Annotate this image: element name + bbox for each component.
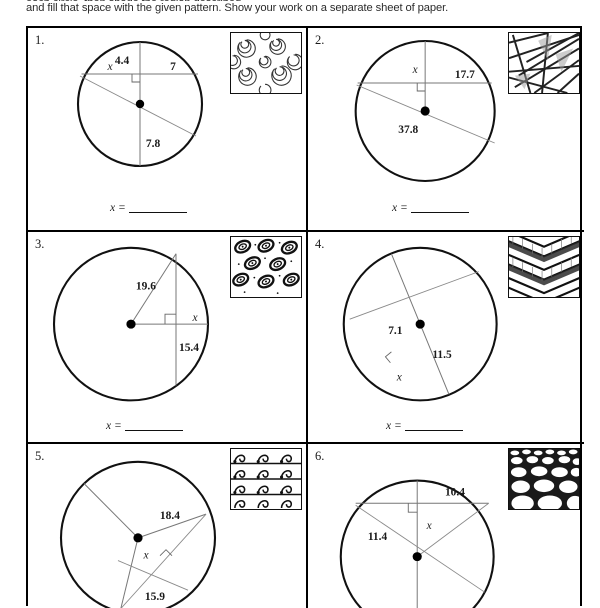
answer-blank-1[interactable]: [110, 202, 187, 214]
chevron-pattern-icon: [509, 237, 579, 297]
problem-cell-3: [28, 230, 306, 442]
problem-number-6: 6.: [315, 449, 325, 463]
pattern-swatch-1: [230, 32, 302, 94]
answer-blank-4[interactable]: [386, 420, 463, 432]
problem-number-3: 3.: [35, 237, 45, 251]
label-6-left: 11.4: [367, 530, 388, 543]
pattern-swatch-4: [508, 236, 580, 298]
pattern-swatch-5: [230, 448, 302, 510]
spiral-swirl-pattern-icon: [231, 33, 301, 93]
label-4-lower-right: 11.5: [432, 348, 452, 361]
instructions-text: [26, 0, 578, 15]
label-4-lower-left: x: [396, 371, 402, 384]
answer-prefix-2: x =: [392, 202, 408, 214]
pattern-swatch-2: [508, 32, 580, 94]
label-3-radius: 19.6: [135, 280, 157, 293]
answer-prefix-4: x =: [386, 420, 402, 432]
label-1-top: 4.4: [114, 55, 130, 67]
answer-line-2[interactable]: [411, 212, 469, 213]
pattern-swatch-6: [508, 448, 580, 510]
problem-number-5: 5.: [35, 449, 45, 463]
problem-number-4: 4.: [315, 237, 325, 251]
answer-prefix-3: x =: [106, 420, 122, 432]
label-6-chord: 10.4: [444, 486, 465, 499]
label-2-right: 17.7: [454, 68, 475, 82]
answer-line-3[interactable]: [125, 430, 183, 431]
label-1-right: 7: [170, 61, 176, 73]
answer-blank-2[interactable]: [392, 202, 469, 214]
label-5-inner: x: [143, 549, 149, 562]
problem-number-1: 1.: [35, 33, 45, 47]
concentric-rings-pattern-icon: [231, 237, 301, 297]
instructions-line: and fill that space with the given pattern. Show your work on a separate sheet of paper.: [26, 2, 449, 14]
iron-scroll-pattern-icon: [231, 449, 301, 509]
problem-number-2: 2.: [315, 33, 325, 47]
label-3-right: x: [192, 312, 198, 325]
worksheet-table: [26, 26, 582, 606]
answer-line-1[interactable]: [129, 212, 187, 213]
problem-cell-4: [306, 230, 584, 442]
problem-cell-5: [28, 442, 306, 608]
label-5-chord: 15.9: [144, 591, 166, 604]
instructions-clipped-line: [26, 0, 578, 1]
problem-cell-2: [306, 28, 584, 230]
problem-cell-1: [28, 28, 306, 230]
label-2-diameter: 37.8: [398, 123, 419, 137]
label-6-vertical: x: [426, 519, 432, 532]
label-3-bottom: 15.4: [178, 341, 200, 354]
label-2-top: x: [412, 63, 418, 77]
answer-prefix-1: x =: [110, 202, 126, 214]
label-1-bottom: 7.8: [145, 138, 161, 150]
cobblestone-pattern-icon: [509, 449, 579, 509]
answer-line-4[interactable]: [405, 430, 463, 431]
pattern-swatch-3: [230, 236, 302, 298]
stained-glass-pattern-icon: [509, 33, 579, 93]
label-5-radius: 18.4: [159, 510, 181, 523]
label-1-left: x: [107, 61, 113, 73]
label-4-upper: 7.1: [388, 325, 403, 338]
problem-cell-6: [306, 442, 584, 608]
answer-blank-3[interactable]: [106, 420, 183, 432]
